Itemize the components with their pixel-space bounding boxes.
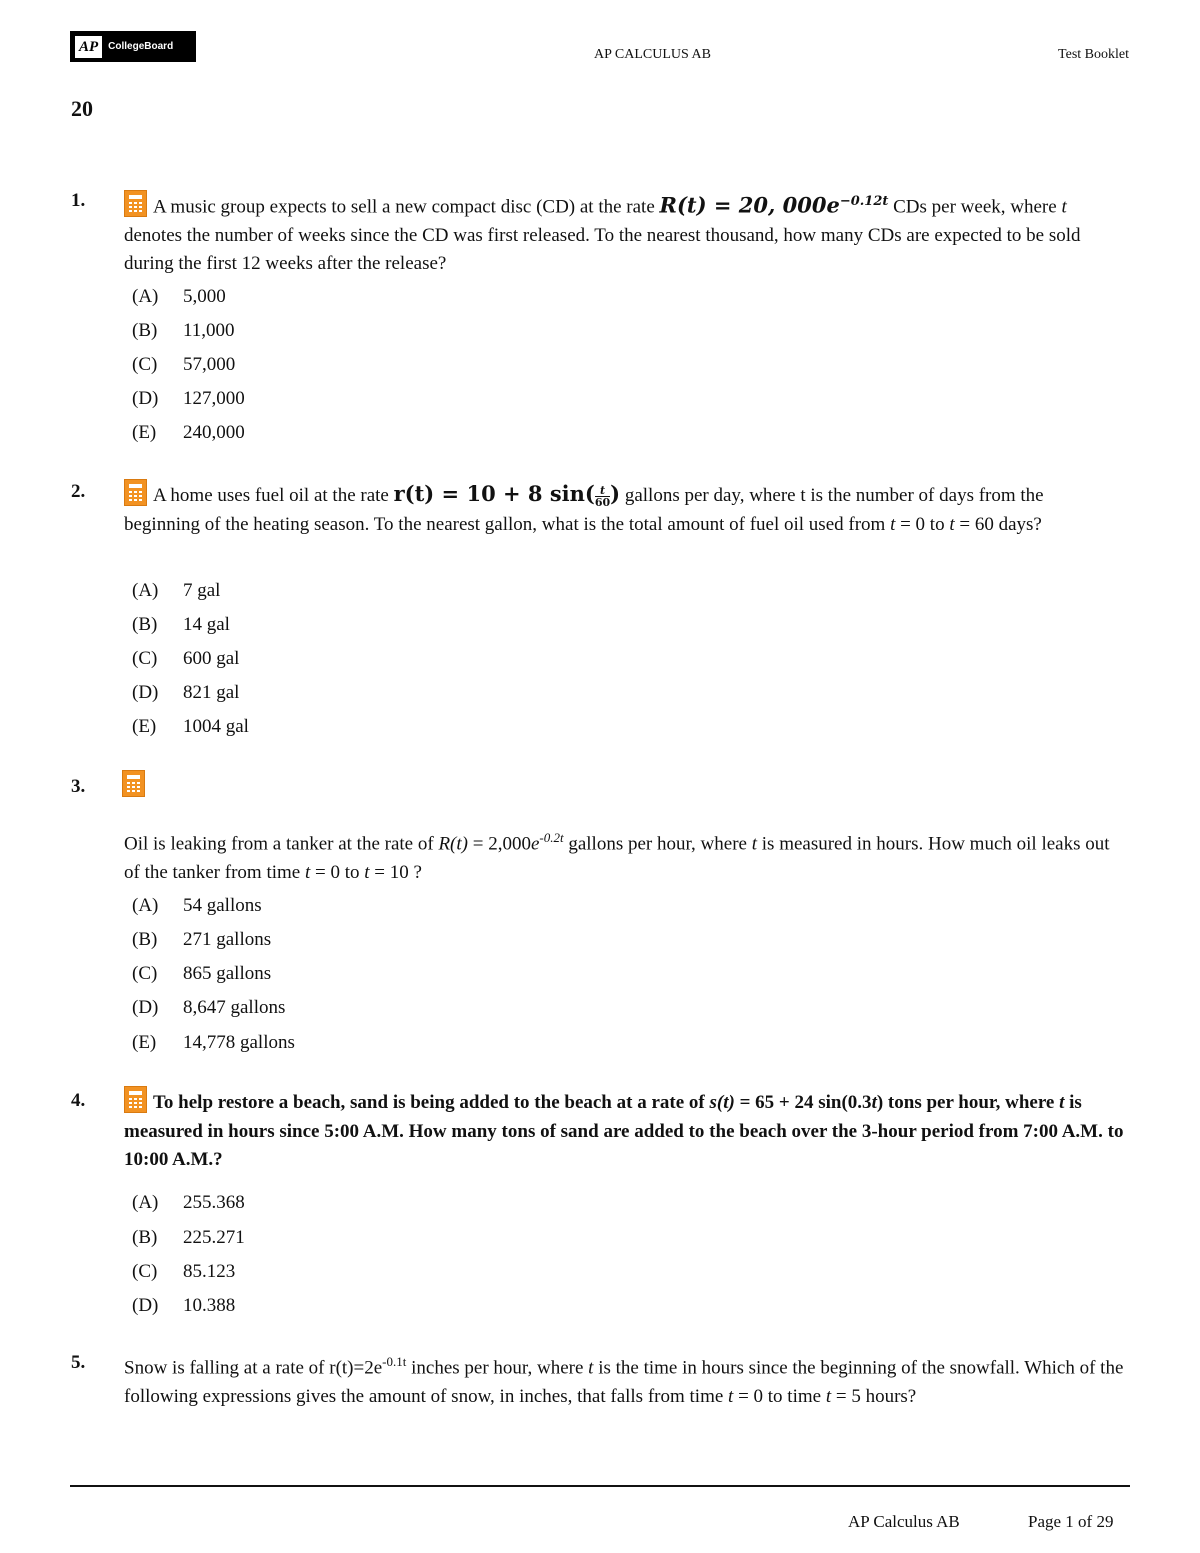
choice-a[interactable]: [132, 895, 262, 917]
choice-value: 127,000: [183, 388, 245, 409]
logo-ap: AP: [75, 36, 102, 58]
choice-value: 14 gal: [183, 614, 230, 635]
calculator-icon: [124, 479, 147, 506]
choice-b[interactable]: [132, 614, 230, 636]
choice-a[interactable]: [132, 580, 220, 602]
choice-label: (B): [132, 1227, 158, 1248]
choice-label: (E): [132, 1032, 157, 1053]
question-text: [124, 479, 1124, 539]
fraction: [595, 485, 610, 508]
choice-b[interactable]: [132, 320, 235, 342]
rate-exponent: −0.12t: [839, 194, 889, 209]
choice-b[interactable]: [132, 929, 271, 951]
choice-d[interactable]: [132, 1295, 235, 1317]
choice-d[interactable]: [132, 682, 239, 704]
choice-value: 54 gallons: [183, 895, 262, 916]
rate-arg: (t): [716, 1092, 735, 1113]
choice-label: (D): [132, 682, 159, 703]
rate-exponent: -0.1t: [382, 1354, 407, 1369]
variable-t: t: [588, 1357, 594, 1379]
rate-close: ): [876, 1092, 884, 1113]
choice-value: 225.271: [183, 1227, 245, 1248]
choice-value: 5,000: [183, 286, 226, 307]
question-number: 2.: [71, 481, 86, 502]
question-stem: A music group expects to sell a new compact disc (CD) at the rate: [153, 196, 660, 218]
rate-formula-close: ): [610, 481, 621, 506]
choice-value: 865 gallons: [183, 963, 272, 984]
choice-e[interactable]: [132, 1032, 295, 1054]
choice-label: (E): [132, 422, 157, 443]
choice-label: (D): [132, 388, 159, 409]
rate-formula: R(t) = 20, 000e: [659, 192, 840, 218]
choice-value: 821 gal: [183, 682, 240, 703]
question-text: [124, 1348, 1124, 1411]
choice-label: (C): [132, 963, 158, 984]
choice-label: (C): [132, 354, 158, 375]
variable-t: t: [949, 513, 955, 535]
choice-a[interactable]: [132, 286, 226, 308]
question-stem: A home uses fuel oil at the rate: [153, 485, 394, 506]
choice-label: (C): [132, 648, 158, 669]
bound-lower: = 0 to: [895, 513, 950, 535]
choice-b[interactable]: [132, 1227, 245, 1249]
variable-t: t: [364, 861, 370, 883]
choice-d[interactable]: [132, 388, 245, 410]
choice-c[interactable]: [132, 354, 235, 376]
choice-a[interactable]: [132, 1192, 245, 1214]
choice-label: (A): [132, 580, 159, 601]
variable-t: t: [890, 513, 896, 535]
question-stem-end: is measured in hours since 5:00 A.M. How many tons of sand are added to the beach over the 3-hour period from 7:00 A.M. to 10:00 A.M.?: [124, 1092, 1124, 1170]
choice-value: 600 gal: [183, 648, 240, 669]
question-stem-cont: CDs per week, where: [888, 196, 1062, 218]
variable-t: t: [1059, 1092, 1065, 1113]
rate-equals: = 65 + 24 sin(0.3: [734, 1092, 872, 1113]
variable-t: t: [1061, 196, 1067, 218]
bound-lower: = 0 to: [310, 861, 365, 883]
bound-upper: = 10 ?: [369, 861, 422, 883]
choice-label: (B): [132, 929, 158, 950]
choice-value: 10.388: [183, 1295, 236, 1316]
variable-t: t: [304, 861, 311, 883]
question-stem: Oil is leaking from a tanker at the rate of: [124, 833, 439, 855]
question-number: 4.: [71, 1090, 86, 1111]
choice-c[interactable]: [132, 963, 271, 985]
choice-value: 271 gallons: [183, 929, 272, 950]
choice-label: (B): [132, 614, 158, 635]
header-title: AP CALCULUS AB: [594, 47, 711, 62]
variable-t: t: [751, 833, 758, 855]
choice-label: (D): [132, 997, 159, 1018]
footer-divider: [70, 1485, 1130, 1487]
question-text: [124, 188, 1124, 279]
bound-lower: = 0 to time: [733, 1385, 826, 1407]
fraction-denominator: 60: [594, 496, 611, 510]
page-number: 20: [71, 96, 93, 121]
choice-label: (E): [132, 716, 157, 737]
question-stem-cont: gallons per day, where t is the number of days from the beginning of the heating season. To the nearest gallon, what is the total amount of fuel oil used from: [124, 485, 1044, 535]
choice-d[interactable]: [132, 997, 285, 1019]
choice-label: (A): [132, 895, 159, 916]
question-stem: To help restore a beach, sand is being added to the beach at a rate of: [153, 1092, 710, 1113]
question-text: [124, 1086, 1124, 1175]
rate-function: s: [709, 1092, 717, 1113]
question-stem-end: denotes the number of weeks since the CD was first released. To the nearest thousand, how many CDs are expected to be sold during the first 12 weeks after the release?: [124, 224, 1081, 275]
rate-function: R: [438, 833, 451, 855]
calculator-icon: [122, 770, 145, 797]
question-number: 5.: [71, 1352, 86, 1373]
question-stem-cont: gallons per hour, where: [563, 833, 752, 855]
bound-upper: = 5 hours?: [831, 1385, 917, 1407]
calculator-icon: [124, 1086, 147, 1113]
header-booklet: Test Booklet: [1058, 47, 1129, 62]
question-stem-cont2: is the time in hours since the beginning of the snowfall. Which of the following expressions gives the amount of snow, in inches, that falls from time: [124, 1357, 1124, 1407]
choice-value: 1004 gal: [183, 716, 249, 737]
question-stem: Snow is falling at a rate of r(t)=2e: [124, 1357, 383, 1379]
rate-exponent: -0.2t: [539, 830, 564, 845]
choice-value: 240,000: [183, 422, 245, 443]
logo-collegeboard: CollegeBoard: [108, 41, 174, 52]
footer-course: AP Calculus AB: [848, 1512, 960, 1531]
choice-e[interactable]: [132, 422, 245, 444]
choice-value: 255.368: [183, 1192, 245, 1213]
choice-label: (D): [132, 1295, 159, 1316]
question-number: 1.: [71, 190, 86, 211]
choice-label: (B): [132, 320, 158, 341]
question-stem-cont: inches per hour, where: [406, 1357, 589, 1379]
choice-value: 85.123: [183, 1261, 236, 1282]
rate-e: e: [530, 833, 540, 855]
rate-equals: = 2,000: [467, 833, 531, 855]
choice-c[interactable]: [132, 648, 239, 670]
variable-t: t: [728, 1385, 734, 1407]
question-number: 3.: [71, 776, 86, 797]
question-text: [124, 824, 1124, 887]
choice-value: 11,000: [183, 320, 235, 341]
choice-label: (C): [132, 1261, 158, 1282]
rate-formula: r(t) = 10 + 8 sin(: [393, 481, 595, 506]
bound-upper: = 60 days?: [954, 513, 1042, 535]
question-stem-cont2: is measured in hours. How much oil leaks out of the tanker from time: [124, 833, 1110, 883]
fraction-numerator: t: [595, 485, 610, 497]
choice-label: (A): [132, 1192, 159, 1213]
footer-page: Page 1 of 29: [1028, 1512, 1114, 1531]
variable-t: t: [825, 1385, 832, 1407]
calculator-icon: [124, 190, 147, 217]
choice-c[interactable]: [132, 1261, 235, 1283]
variable-t: t: [871, 1092, 877, 1113]
choice-value: 7 gal: [183, 580, 221, 601]
choice-value: 14,778 gallons: [183, 1032, 295, 1053]
choice-label: (A): [132, 286, 159, 307]
choice-value: 57,000: [183, 354, 236, 375]
question-stem-cont: tons per hour, where: [883, 1092, 1060, 1113]
choice-e[interactable]: [132, 716, 249, 738]
rate-arg: (t): [450, 833, 468, 855]
choice-value: 8,647 gallons: [183, 997, 286, 1018]
